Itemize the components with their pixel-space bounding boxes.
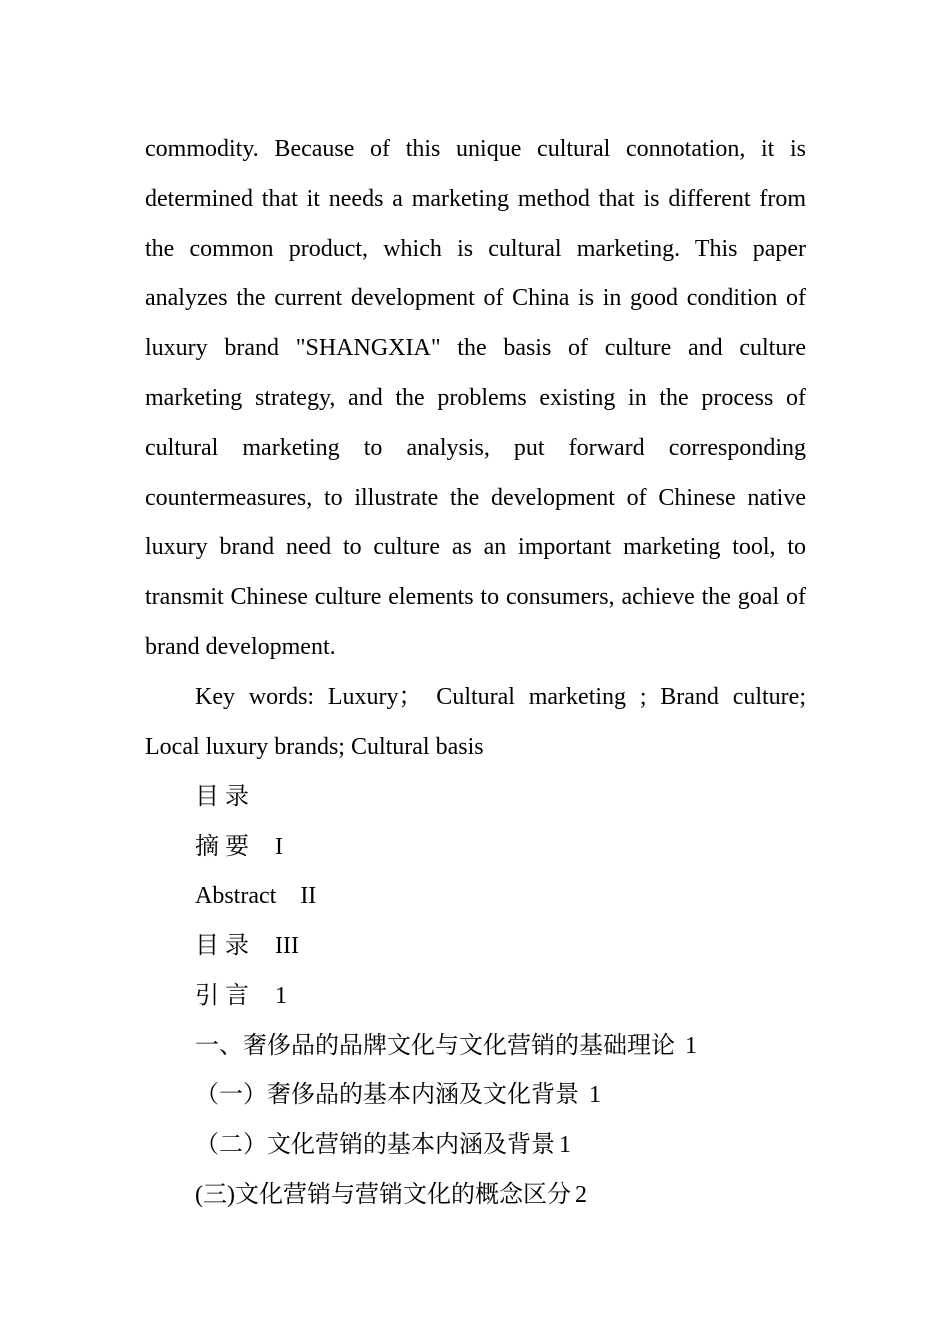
toc-entry-label: 一、奢侈品的品牌文化与文化营销的基础理论 (195, 1033, 675, 1059)
toc-entry (195, 1130, 571, 1160)
toc-entry-page: II (300, 883, 317, 909)
toc-entry-label: Abstract (195, 883, 277, 909)
toc-entry (195, 1031, 697, 1061)
toc-entry (195, 931, 299, 961)
toc-entry (195, 832, 283, 862)
toc-heading (195, 782, 249, 812)
toc-entry (195, 881, 316, 911)
toc-entry-page: I (275, 834, 283, 860)
toc-entry (195, 1080, 601, 1110)
toc-entry-page: 1 (275, 983, 287, 1009)
toc-entry-page: 1 (589, 1082, 601, 1108)
toc-entry (195, 981, 287, 1011)
abstract-paragraph: commodity. Because of this unique cultural connotation, it is determined that it needs a marketing method that is different from the common product, which is cultural marketing. This paper analyzes the current development of China is in good condition of luxury brand "SHANGXIA" the basis of culture and culture marketing strategy, and the problems existing in the process of cultural marketing to analysis, put forward corresponding countermeasures, to illustrate the development of Chinese native luxury brand need to culture as an important marketing tool, to transmit Chinese culture elements to consumers, achieve the goal of brand development. (145, 136, 806, 660)
toc-entry-label: 目 录 (195, 933, 249, 959)
toc-entry-label: 引 言 (195, 983, 249, 1009)
toc-entry-label: (三)文化营销与营销文化的概念区分 (195, 1182, 571, 1208)
toc-heading-label: 目 录 (195, 784, 249, 810)
keywords-paragraph: Key words: Luxury； Cultural marketing ; Brand culture; Local luxury brands; Cultural basis (145, 683, 806, 760)
abstract-section (145, 125, 806, 772)
toc-entry-label: （一）奢侈品的基本内涵及文化背景 (195, 1082, 579, 1108)
toc-entry (195, 1180, 587, 1210)
toc-entry-page: 1 (559, 1132, 571, 1158)
toc-entry-label: （二）文化营销的基本内涵及背景 (195, 1132, 555, 1158)
toc-entry-page: 2 (574, 1182, 587, 1208)
toc-entry-page: III (275, 933, 299, 959)
toc-entry-label: 摘 要 (195, 834, 249, 860)
toc-entry-page: 1 (685, 1033, 697, 1059)
